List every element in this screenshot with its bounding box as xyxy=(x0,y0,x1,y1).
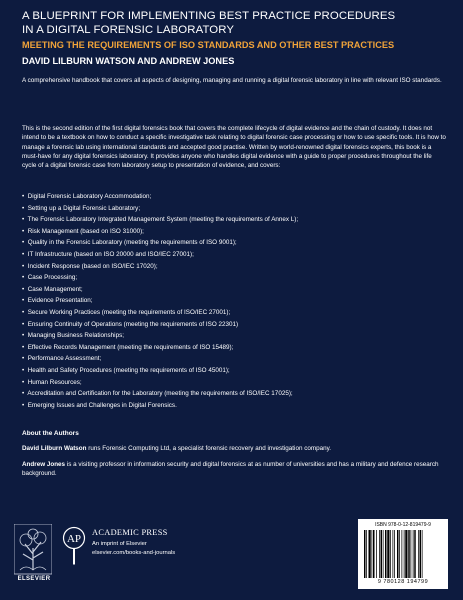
barcode-bar xyxy=(390,530,391,578)
list-item: • Case Processing; xyxy=(22,274,78,282)
barcode-bar xyxy=(379,530,380,578)
barcode-bar xyxy=(394,530,395,578)
list-item: • Digital Forensic Laboratory Accommodation; xyxy=(22,193,152,200)
book-subtitle: MEETING THE REQUIREMENTS OF ISO STANDARDS AND OTHER BEST PRACTICES xyxy=(22,40,395,50)
barcode-bar xyxy=(373,530,375,578)
author2-bio-text: is a visiting professor in information security and digital forensics at as number of universities and has a military and defence research background. xyxy=(22,461,439,478)
list-item: • Secure Working Practices (meeting the requirements of ISO/IEC 27001); xyxy=(22,308,231,316)
book-title-line2: IN A DIGITAL FORENSIC LABORATORY xyxy=(22,24,235,36)
barcode-bar xyxy=(418,530,419,578)
barcode-bar xyxy=(405,530,407,578)
barcode-bar xyxy=(364,530,366,578)
list-item: • Setting up a Digital Forensic Laboratory; xyxy=(22,204,141,212)
svg-text:AP: AP xyxy=(66,533,82,545)
barcode-bar xyxy=(387,530,389,578)
imprint-text: An imprint of Elsevier xyxy=(92,541,147,547)
barcode-bar xyxy=(399,530,400,578)
list-item: • Incident Response (based on ISO/IEC 17020); xyxy=(22,262,158,270)
academic-press-name: ACADEMIC PRESS xyxy=(92,528,168,537)
barcode-bar xyxy=(366,530,367,578)
book-title-line1: A BLUEPRINT FOR IMPLEMENTING BEST PRACTICE PROCEDURES xyxy=(22,10,396,22)
book-title xyxy=(22,9,447,37)
list-item: • Risk Management (based on ISO 31000); xyxy=(22,227,144,235)
barcode-bar xyxy=(404,530,405,578)
barcode-bar xyxy=(413,530,414,578)
list-item: • IT Infrastructure (based on ISO 20000 and ISO/IEC 27001); xyxy=(22,250,194,258)
barcode-bar xyxy=(411,530,412,578)
author1-bio xyxy=(22,444,447,453)
barcode-bar xyxy=(385,530,387,578)
list-item: • Evidence Presentation; xyxy=(22,297,93,305)
publisher-url: elsevier.com/books-and-journals xyxy=(92,550,176,556)
isbn-label: ISBN 978-0-12-819479-9 xyxy=(375,522,431,528)
list-item: • Accreditation and Certification for the Laboratory (meeting the requirements of ISO/IEC 17025); xyxy=(22,390,293,398)
barcode-bar xyxy=(393,530,394,578)
list-item: • The Forensic Laboratory Integrated Management System (meeting the requirements of Annex L); xyxy=(22,216,299,224)
topics-list xyxy=(22,191,447,411)
list-item: • Ensuring Continuity of Operations (meeting the requirements of ISO 22301) xyxy=(22,320,239,328)
barcode-bar xyxy=(383,530,384,578)
book-authors: DAVID LILBURN WATSON AND ANDREW JONES xyxy=(22,56,235,66)
author2-bio xyxy=(22,460,447,479)
barcode-bar xyxy=(369,530,371,578)
barcode-bar xyxy=(422,530,423,578)
author1-bio-text: runs Forensic Computing Ltd, a specialist forensic recovery and investigation company. xyxy=(86,445,332,452)
list-item: • Emerging Issues and Challenges in Digital Forensics. xyxy=(22,401,177,409)
description-paragraph: This is the second edition of the first digital forensics book that covers the complete lifecycle of digital evidence and the chain of custody. It does not intend to be a textbook on how to conduct a specific investigative task relating to digital forensic case processing or how to use specific tools. It is how to manage a forensic lab using international standards and accepted good practise. Written by world-renowned digital forensics experts, this book is a must-have for any digital forensics laboratory. It provides anyone who handles digital evidence with a guide to proper procedures throughout the life cycle of a digital forensic case from laboratory setup to presentation of evidence, and covers: xyxy=(22,125,446,170)
isbn-barcode xyxy=(358,519,448,589)
barcode-bar xyxy=(381,530,383,578)
barcode-bar xyxy=(408,530,410,578)
list-item: • Managing Business Relationships; xyxy=(22,332,124,340)
intro-paragraph: A comprehensive handbook that covers all aspects of designing, managing and running a digital forensic laboratory in line with relevant ISO standards. xyxy=(22,77,442,84)
barcode-icon xyxy=(364,530,444,578)
barcode-bar xyxy=(414,530,416,578)
list-item: • Health and Safety Procedures (meeting the requirements of ISO 45001); xyxy=(22,366,230,374)
list-item: • Effective Records Management (meeting the requirements of ISO 15489); xyxy=(22,343,234,351)
barcode-bar xyxy=(397,530,399,578)
list-item: • Performance Assessment; xyxy=(22,355,102,363)
barcode-bar xyxy=(376,530,377,578)
list-item: • Quality in the Forensic Laboratory (meeting the requirements of ISO 9001); xyxy=(22,239,237,247)
academic-press-logo-icon xyxy=(62,526,86,566)
barcode-digits: 9 780128 194799 xyxy=(377,579,429,585)
author1-name: David Lilburn Watson xyxy=(22,445,87,452)
barcode-bar xyxy=(420,530,422,578)
about-authors-heading: About the Authors xyxy=(22,430,79,437)
list-item: • Human Resources; xyxy=(22,378,82,386)
author2-name: Andrew Jones xyxy=(22,461,66,468)
barcode-bar xyxy=(402,530,403,578)
elsevier-wordmark: ELSEVIER xyxy=(17,576,51,582)
list-item: • Case Management; xyxy=(22,285,83,293)
barcode-bar xyxy=(372,530,373,578)
